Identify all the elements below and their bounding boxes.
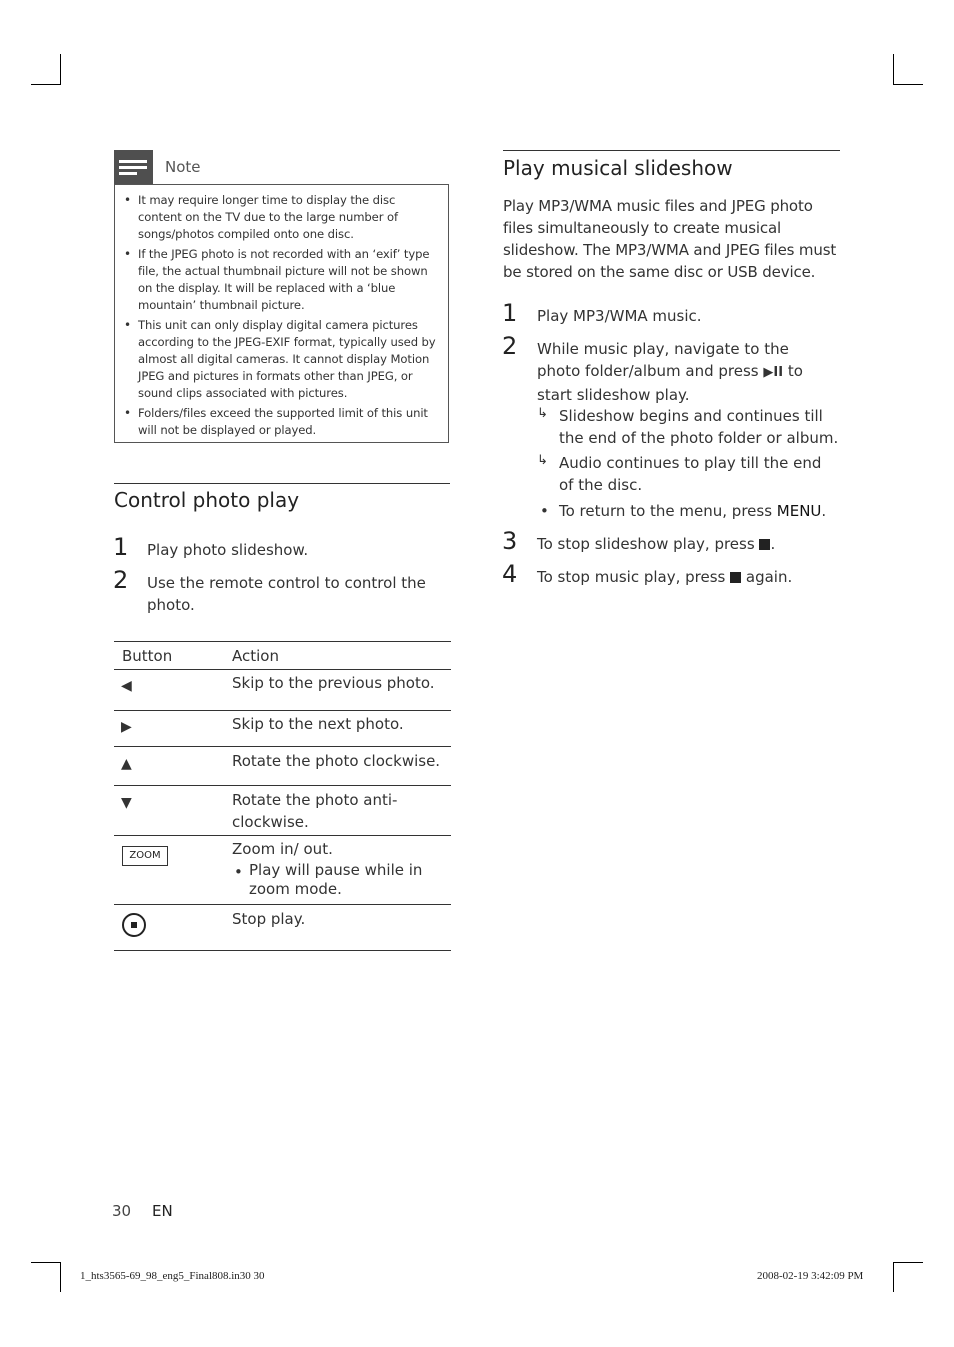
step-number: 2 [502, 332, 518, 360]
down-arrow-icon: ▼ [121, 795, 132, 811]
crop-mark [31, 84, 61, 85]
bullet-dot: • [540, 502, 549, 520]
crop-mark [893, 54, 894, 84]
stop-icon [730, 572, 741, 583]
table-header-action: Action [232, 647, 279, 665]
table-action: Skip to the previous photo. [232, 674, 435, 692]
note-item: • Folders/files exceed the supported limit of this unit will not be displayed or played. [138, 405, 440, 439]
table-rule [114, 835, 451, 836]
slideshow-heading: Play musical slideshow [503, 156, 733, 180]
slideshow-intro: Play MP3/WMA music files and JPEG photo files simultaneously to create musical slideshow. The MP3/WMA and JPEG files must be stored on the same disc or USB device. [503, 197, 837, 281]
step-number: 4 [502, 560, 518, 588]
step-number: 1 [113, 533, 129, 561]
step-text-end: . [770, 535, 776, 553]
result-arrow-icon: ↳ [537, 453, 548, 468]
menu-key: MENU [776, 502, 822, 520]
left-arrow-icon: ◀ [121, 678, 132, 694]
step-text: Use the remote control to control the photo. [147, 574, 426, 614]
step-number: 2 [113, 566, 129, 594]
section-rule [503, 150, 840, 151]
step-number: 1 [502, 299, 518, 327]
table-rule [114, 950, 451, 951]
result-arrow-icon: ↳ [537, 406, 548, 421]
stop-circle-icon [122, 913, 146, 937]
step-text [537, 338, 832, 406]
table-action-bullet: • [234, 863, 243, 881]
table-action: Zoom in/ out. [232, 840, 333, 858]
table-action: Stop play. [232, 910, 306, 928]
right-arrow-icon: ▶ [121, 719, 132, 735]
table-rule [114, 641, 451, 642]
step-text-part: To stop music play, press [537, 568, 731, 586]
table-rule [114, 746, 451, 747]
play-pause-icon: ▶II [763, 365, 784, 380]
step-text-end: again. [741, 568, 793, 586]
crop-mark [60, 1262, 61, 1292]
step-text-part: To stop slideshow play, press [537, 535, 760, 553]
note-box [114, 184, 449, 443]
table-header-button: Button [122, 647, 173, 665]
crop-mark [893, 1262, 923, 1263]
step-text [537, 566, 792, 588]
step-text: Play MP3/WMA music. [537, 307, 702, 325]
note-item: • This unit can only display digital camera pictures according to the JPEG-EXIF format, typically used by almost all digital cameras. It cannot display Motion JPEG and pictures in formats other than JPEG, or sound clips associated with pictures. [138, 317, 440, 402]
page-number: 30 [112, 1202, 132, 1220]
table-action: Skip to the next photo. [232, 715, 404, 733]
note-item: • If the JPEG photo is not recorded with an ‘exif’ type file, the actual thumbnail picture will not be shown on the display. It will be replaced with a ‘blue mountain’ thumbnail picture. [138, 246, 440, 314]
table-action-sub: Play will pause while in zoom mode. [249, 861, 423, 898]
step-number: 3 [502, 527, 518, 555]
step-text [537, 533, 775, 555]
step-text-part: While music play, navigate to the photo folder/album and press [537, 340, 789, 380]
slug-filename: 1_hts3565-69_98_eng5_Final808.in30 30 [80, 1270, 265, 1282]
table-rule [114, 785, 451, 786]
note-icon [114, 150, 153, 184]
language-code: EN [152, 1202, 173, 1220]
stop-icon [759, 539, 770, 550]
crop-mark [60, 54, 61, 84]
bullet-text-part: To return to the menu, press [559, 502, 777, 520]
note-item: • It may require longer time to display the disc content on the TV due to the large number of songs/photos compiled onto one disc. [138, 192, 440, 243]
step-text-part: to start slideshow play. [537, 362, 803, 404]
result-text: Audio continues to play till the end of the disc. [559, 454, 822, 494]
note-title: Note [165, 158, 201, 176]
step-text: Play photo slideshow. [147, 541, 309, 559]
up-arrow-icon: ▲ [121, 756, 132, 772]
table-action: Rotate the photo anti-clockwise. [232, 791, 398, 831]
crop-mark [31, 1262, 61, 1263]
slug-timestamp: 2008-02-19 3:42:09 PM [757, 1270, 864, 1282]
crop-mark [893, 84, 923, 85]
note-list [115, 185, 448, 439]
section-rule [114, 483, 450, 484]
crop-mark [893, 1262, 894, 1292]
bullet-text [559, 500, 839, 522]
zoom-button-icon: ZOOM [122, 846, 168, 866]
control-heading: Control photo play [114, 488, 300, 512]
table-rule [114, 904, 451, 905]
table-rule [114, 669, 451, 670]
bullet-text-end: . [821, 502, 827, 520]
table-rule [114, 710, 451, 711]
result-text: Slideshow begins and continues till the end of the photo folder or album. [559, 407, 839, 447]
table-action: Rotate the photo clockwise. [232, 752, 441, 770]
